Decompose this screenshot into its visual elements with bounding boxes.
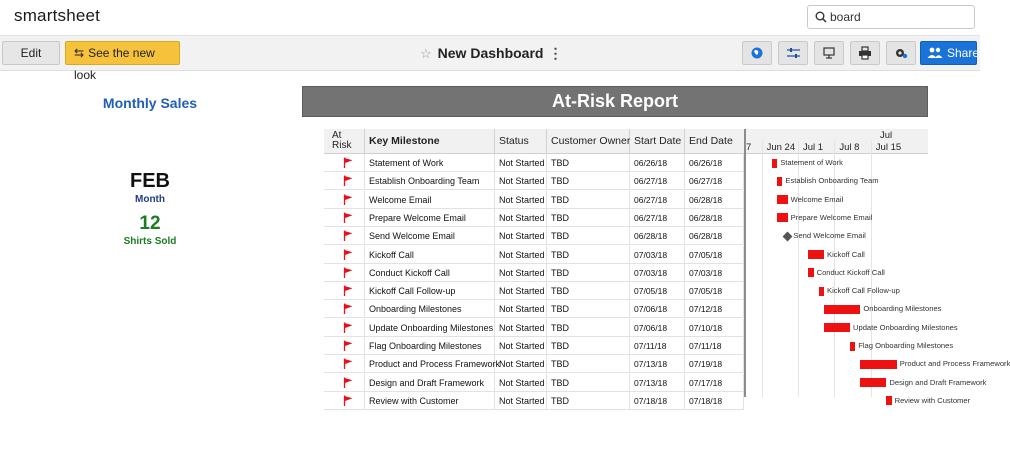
status-cell[interactable]: Not Started [495, 282, 547, 300]
see-new-look-button[interactable] [65, 41, 180, 82]
at-risk-flag[interactable] [324, 282, 365, 300]
gantt-bar[interactable] [777, 213, 787, 222]
table-row[interactable] [324, 282, 744, 300]
gantt-milestone-diamond[interactable] [783, 231, 793, 241]
end-date-cell[interactable]: 07/05/18 [685, 282, 744, 300]
end-date-cell[interactable]: 06/28/18 [685, 209, 744, 227]
start-date-cell[interactable]: 07/03/18 [630, 264, 685, 282]
shirts-metric-value: 12 [139, 213, 161, 234]
end-date-cell[interactable]: 06/28/18 [685, 191, 744, 209]
start-date-cell[interactable]: 06/28/18 [630, 227, 685, 245]
dashboard-title: New Dashboard [437, 45, 544, 61]
flag-icon [343, 322, 353, 333]
gantt-bar[interactable] [824, 323, 850, 332]
at-risk-flag[interactable] [324, 300, 365, 318]
flag-icon [343, 175, 353, 186]
end-date-cell[interactable]: 06/26/18 [685, 154, 744, 172]
end-date-cell[interactable]: 07/18/18 [685, 392, 744, 410]
at-risk-flag[interactable] [324, 319, 365, 337]
milestone-cell[interactable]: Welcome Email [365, 191, 495, 209]
month-metric-label: Month [135, 194, 165, 205]
owner-cell[interactable]: TBD [547, 209, 630, 227]
milestone-cell[interactable]: Update Onboarding Milestones [365, 319, 495, 337]
at-risk-flag[interactable] [324, 209, 365, 227]
milestone-cell[interactable]: Design and Draft Framework [365, 374, 495, 392]
people-icon [927, 47, 943, 59]
flag-icon [343, 340, 353, 351]
gantt-bar[interactable] [819, 287, 824, 296]
more-options-icon[interactable]: ⋮ [548, 45, 563, 61]
milestone-cell[interactable]: Statement of Work [365, 154, 495, 172]
table-row[interactable] [324, 374, 744, 392]
gantt-bar-label: Product and Process Framework [899, 359, 1010, 369]
dashboard-toolbar [0, 35, 980, 82]
at-risk-flag[interactable] [324, 191, 365, 209]
gantt-week-label: Jul 1 [803, 142, 824, 153]
end-date-cell[interactable]: 06/27/18 [685, 172, 744, 190]
report-grid [324, 129, 1010, 406]
gantt-bar-label: Kickoff Call [827, 249, 865, 259]
end-date-cell[interactable]: 07/11/18 [685, 337, 744, 355]
favorite-star-icon[interactable]: ☆ [420, 46, 432, 61]
at-risk-flag[interactable] [324, 227, 365, 245]
gantt-bar-label: Prepare Welcome Email [790, 212, 873, 222]
smartsheet-logo[interactable]: smartsheet [14, 6, 101, 25]
status-cell[interactable]: Not Started [495, 355, 547, 373]
gantt-bar[interactable] [860, 378, 886, 387]
presentation-button[interactable] [814, 41, 844, 65]
gantt-bar[interactable] [850, 342, 855, 351]
gantt-month-label: Jul [880, 130, 893, 141]
milestone-cell[interactable]: Onboarding Milestones [365, 300, 495, 318]
end-date-cell[interactable]: 06/28/18 [685, 227, 744, 245]
top-bar [0, 0, 980, 34]
start-date-cell[interactable]: 06/27/18 [630, 209, 685, 227]
milestone-cell[interactable]: Review with Customer [365, 392, 495, 410]
owner-cell[interactable]: TBD [547, 246, 630, 264]
end-date-cell[interactable]: 07/17/18 [685, 374, 744, 392]
owner-cell[interactable]: TBD [547, 264, 630, 282]
end-date-cell[interactable]: 07/19/18 [685, 355, 744, 373]
printer-icon [858, 46, 872, 60]
edit-button[interactable]: Edit [2, 41, 60, 65]
shirts-metric-label: Shirts Sold [123, 236, 177, 247]
start-date-cell[interactable]: 07/05/18 [630, 282, 685, 300]
flag-icon [343, 358, 353, 369]
status-cell[interactable]: Not Started [495, 246, 547, 264]
owner-cell[interactable]: TBD [547, 355, 630, 373]
gantt-bar-label: Establish Onboarding Team [785, 176, 879, 186]
gantt-bar[interactable] [860, 360, 896, 369]
at-risk-flag[interactable] [324, 154, 365, 172]
presentation-icon [822, 46, 836, 60]
owner-cell[interactable]: TBD [547, 337, 630, 355]
status-cell[interactable]: Not Started [495, 172, 547, 190]
gantt-edge-label: 7 [746, 142, 752, 153]
status-cell[interactable]: Not Started [495, 392, 547, 410]
gantt-bar-label: Review with Customer [894, 395, 971, 405]
gantt-bar-label: Update Onboarding Milestones [853, 322, 958, 332]
share-button[interactable] [920, 41, 980, 65]
milestone-cell[interactable]: Send Welcome Email [365, 227, 495, 245]
gantt-chart [746, 129, 1010, 405]
at-risk-flag[interactable] [324, 246, 365, 264]
status-cell[interactable]: Not Started [495, 337, 547, 355]
start-date-cell[interactable]: 07/13/18 [630, 374, 685, 392]
table-row[interactable] [324, 246, 744, 264]
owner-cell[interactable]: TBD [547, 227, 630, 245]
table-row[interactable] [324, 209, 744, 227]
flag-icon [343, 230, 353, 241]
end-date-cell[interactable]: 07/12/18 [685, 300, 744, 318]
filter-settings-button[interactable] [778, 41, 808, 65]
gantt-bar-label: Onboarding Milestones [863, 304, 942, 314]
status-cell[interactable]: Not Started [495, 264, 547, 282]
end-date-cell[interactable]: 07/05/18 [685, 246, 744, 264]
table-row[interactable] [324, 191, 744, 209]
status-cell[interactable]: Not Started [495, 319, 547, 337]
gantt-week-label: Jul 8 [839, 142, 860, 153]
flag-icon [343, 377, 353, 388]
end-date-cell[interactable]: 07/10/18 [685, 319, 744, 337]
table-row[interactable] [324, 300, 744, 318]
flag-icon [343, 303, 353, 314]
milestone-cell[interactable]: Conduct Kickoff Call [365, 264, 495, 282]
owner-cell[interactable]: TBD [547, 172, 630, 190]
gantt-bar[interactable] [772, 159, 777, 168]
status-cell[interactable]: Not Started [495, 191, 547, 209]
milestone-cell[interactable]: Prepare Welcome Email [365, 209, 495, 227]
col-header-at-risk[interactable] [324, 129, 365, 154]
gantt-bar-label: Kickoff Call Follow-up [827, 286, 900, 296]
flag-icon [343, 267, 353, 278]
table-row[interactable] [324, 355, 744, 373]
gantt-bar-label: Conduct Kickoff Call [816, 267, 885, 277]
dashboard-title-area [420, 45, 562, 62]
gantt-bar[interactable] [824, 305, 860, 314]
sliders-icon [786, 46, 801, 60]
flag-icon [343, 395, 353, 406]
col-header-start-date[interactable]: Start Date [630, 129, 685, 154]
start-date-cell[interactable]: 07/03/18 [630, 246, 685, 264]
monthly-sales-title: Monthly Sales [102, 95, 198, 111]
search-input[interactable] [830, 9, 970, 25]
end-date-cell[interactable]: 07/03/18 [685, 264, 744, 282]
status-cell[interactable]: Not Started [495, 209, 547, 227]
status-cell[interactable]: Not Started [495, 374, 547, 392]
milestone-cell[interactable]: Establish Onboarding Team [365, 172, 495, 190]
table-row[interactable] [324, 264, 744, 282]
status-cell[interactable]: Not Started [495, 227, 547, 245]
start-date-cell[interactable]: 07/06/18 [630, 300, 685, 318]
flag-icon [343, 212, 353, 223]
owner-cell[interactable]: TBD [547, 282, 630, 300]
gear-user-icon [894, 46, 908, 60]
table-row[interactable] [324, 337, 744, 355]
gantt-header [746, 129, 928, 154]
col-header-key-milestone[interactable]: Key Milestone [365, 129, 495, 154]
gantt-week-label: Jul 15 [875, 142, 902, 153]
gantt-bar-label: Flag Onboarding Milestones [858, 341, 954, 350]
at-risk-flag[interactable] [324, 392, 365, 410]
start-date-cell[interactable]: 06/27/18 [630, 172, 685, 190]
owner-cell[interactable]: TBD [547, 319, 630, 337]
table-row[interactable] [324, 154, 744, 172]
owner-cell[interactable]: TBD [547, 154, 630, 172]
flag-icon [343, 249, 353, 260]
month-metric-value: FEB [130, 170, 170, 192]
status-cell[interactable]: Not Started [495, 154, 547, 172]
gantt-bar-label: Statement of Work [780, 158, 843, 167]
table-row[interactable] [324, 319, 744, 337]
flag-icon [343, 157, 353, 168]
gantt-bar[interactable] [808, 268, 813, 277]
start-date-cell[interactable]: 07/18/18 [630, 392, 685, 410]
milestone-cell[interactable]: Flag Onboarding Milestones [365, 337, 495, 355]
gantt-week-label: Jun 24 [766, 142, 796, 153]
publish-button[interactable] [742, 41, 772, 65]
col-header-at-risk-line1: At [332, 130, 342, 141]
gantt-bar[interactable] [886, 396, 891, 405]
gantt-week-gridline [762, 141, 763, 397]
table-row[interactable] [324, 227, 744, 245]
at-risk-flag[interactable] [324, 172, 365, 190]
owner-cell[interactable]: TBD [547, 300, 630, 318]
at-risk-flag[interactable] [324, 355, 365, 373]
report-title: At-Risk Report [302, 86, 928, 117]
table-row[interactable] [324, 172, 744, 190]
swap-arrows-icon: ⇆ [74, 46, 85, 60]
gantt-bar[interactable] [808, 250, 824, 259]
search-box[interactable] [807, 5, 975, 29]
owner-cell[interactable]: TBD [547, 374, 630, 392]
flag-icon [343, 285, 353, 296]
owner-cell[interactable]: TBD [547, 392, 630, 410]
gantt-bar-label: Welcome Email [790, 194, 844, 204]
col-header-customer-owner[interactable]: Customer Owner [547, 129, 630, 154]
milestone-cell[interactable]: Kickoff Call Follow-up [365, 282, 495, 300]
at-risk-flag[interactable] [324, 264, 365, 282]
globe-icon [750, 46, 764, 60]
start-date-cell[interactable]: 07/13/18 [630, 355, 685, 373]
start-date-cell[interactable]: 07/06/18 [630, 319, 685, 337]
start-date-cell[interactable]: 06/26/18 [630, 154, 685, 172]
at-risk-flag[interactable] [324, 337, 365, 355]
milestone-cell[interactable]: Product and Process Framework [365, 355, 495, 373]
milestone-cell[interactable]: Kickoff Call [365, 246, 495, 264]
print-button[interactable] [850, 41, 880, 65]
gantt-bar[interactable] [777, 177, 782, 186]
start-date-cell[interactable]: 07/11/18 [630, 337, 685, 355]
gantt-bar-label: Send Welcome Email [793, 231, 866, 241]
flag-icon [343, 194, 353, 205]
at-risk-flag[interactable] [324, 374, 365, 392]
search-icon [815, 11, 827, 23]
start-date-cell[interactable]: 06/27/18 [630, 191, 685, 209]
status-cell[interactable]: Not Started [495, 300, 547, 318]
col-header-at-risk-line2: Risk [332, 140, 352, 151]
col-header-status[interactable]: Status [495, 129, 547, 154]
table-row[interactable] [324, 392, 744, 410]
gantt-bar-label: Design and Draft Framework [889, 377, 987, 387]
see-new-look-label: See the new look [74, 46, 155, 82]
dashboard-settings-button[interactable] [886, 41, 916, 65]
gantt-bar[interactable] [777, 195, 787, 204]
col-header-end-date[interactable]: End Date [689, 135, 733, 147]
owner-cell[interactable]: TBD [547, 191, 630, 209]
share-label: Share [947, 46, 980, 60]
